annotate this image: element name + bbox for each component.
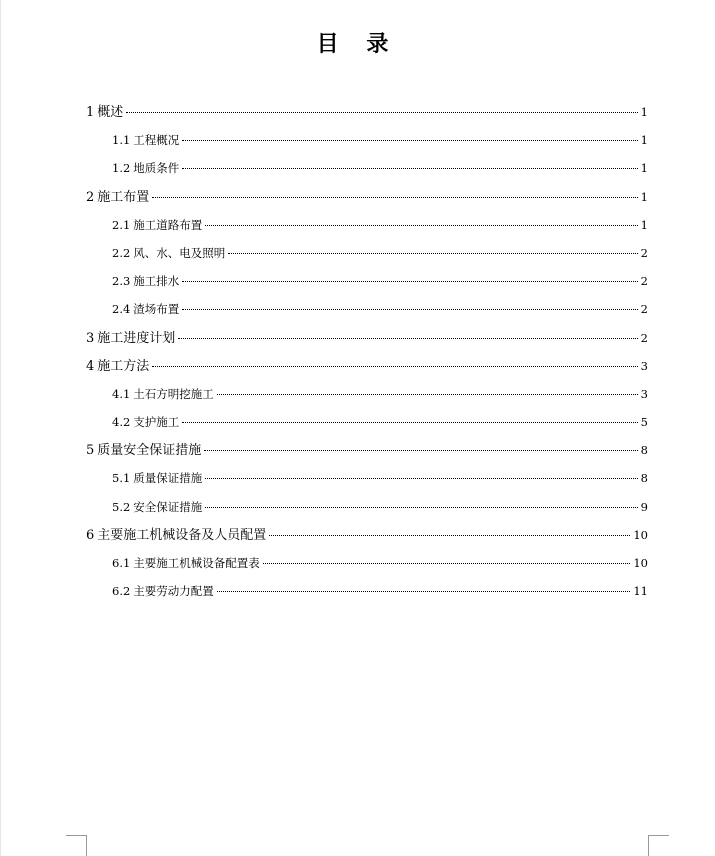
toc-dot-leader	[217, 394, 638, 395]
toc-entry-number: 1.2	[112, 161, 131, 176]
toc-entry[interactable]	[86, 408, 648, 436]
toc-entry-number: 5.2	[112, 499, 131, 514]
toc-entry-number: 2.2	[112, 245, 131, 260]
toc-entry-page-number: 8	[640, 443, 648, 458]
toc-entry-page-number: 1	[640, 217, 648, 232]
toc-entry-page-number: 3	[640, 358, 648, 373]
toc-entry-number: 2	[86, 189, 95, 205]
toc-entry-number: 1.1	[112, 133, 131, 148]
toc-entry-number: 5.1	[112, 471, 131, 486]
toc-dot-leader	[182, 140, 637, 141]
toc-entry-number: 2.3	[112, 274, 131, 289]
margin-corner-mark-right	[648, 835, 669, 856]
toc-entry[interactable]	[86, 436, 648, 464]
toc-entry-title: 施工排水	[133, 274, 180, 289]
toc-entry-page-number: 8	[640, 471, 648, 486]
toc-entry-title: 地质条件	[133, 161, 180, 176]
toc-entry-title: 施工道路布置	[133, 217, 203, 232]
toc-entry-number: 5	[86, 443, 95, 459]
table-of-contents	[86, 98, 648, 605]
toc-entry[interactable]	[86, 98, 648, 126]
toc-entry-page-number: 5	[640, 415, 648, 430]
toc-entry[interactable]	[86, 154, 648, 182]
toc-entry-number: 6.1	[112, 556, 131, 570]
toc-dot-leader	[178, 338, 637, 339]
toc-dot-leader	[152, 366, 637, 367]
toc-entry-title: 概述	[97, 105, 124, 120]
toc-entry[interactable]	[86, 324, 648, 352]
toc-entry-number: 2.1	[112, 217, 131, 232]
toc-entry[interactable]	[86, 239, 648, 267]
page-title: 目 录	[316, 31, 399, 57]
toc-entry-page-number: 11	[633, 584, 648, 599]
toc-entry[interactable]	[86, 126, 648, 154]
toc-entry[interactable]	[86, 211, 648, 239]
toc-dot-leader	[205, 225, 637, 226]
toc-entry-title: 土石方明挖施工	[133, 386, 214, 401]
toc-entry-title: 支护施工	[133, 415, 180, 430]
toc-entry-page-number: 10	[633, 556, 648, 570]
toc-entry-page-number: 2	[640, 245, 648, 260]
toc-entry[interactable]	[86, 577, 648, 605]
toc-dot-leader	[204, 450, 637, 451]
toc-dot-leader	[263, 563, 631, 564]
toc-entry-number: 6.2	[112, 584, 131, 599]
toc-entry-number: 1	[86, 105, 95, 120]
toc-entry-title: 主要劳动力配置	[133, 584, 214, 599]
toc-entry-number: 4	[86, 358, 95, 374]
toc-entry[interactable]	[86, 464, 648, 492]
toc-entry[interactable]	[86, 493, 648, 521]
toc-entry[interactable]	[86, 295, 648, 323]
toc-entry-number: 3	[86, 330, 95, 346]
toc-entry-title: 渣场布置	[133, 302, 180, 317]
toc-entry-page-number: 1	[640, 189, 648, 204]
toc-entry-page-number: 2	[640, 302, 648, 317]
toc-entry-title: 质量安全保证措施	[97, 443, 202, 459]
toc-dot-leader	[205, 507, 637, 508]
toc-entry[interactable]	[86, 549, 648, 577]
toc-dot-leader	[269, 535, 630, 536]
toc-entry-number: 6	[86, 527, 95, 543]
toc-entry-number: 2.4	[112, 302, 131, 317]
toc-dot-leader	[228, 253, 637, 254]
toc-entry-title: 主要施工机械设备配置表	[133, 556, 260, 570]
toc-entry[interactable]	[86, 521, 648, 549]
toc-entry[interactable]	[86, 267, 648, 295]
toc-entry-number: 4.1	[112, 386, 131, 401]
toc-entry[interactable]	[86, 183, 648, 211]
toc-entry-title: 安全保证措施	[133, 499, 203, 514]
toc-entry-page-number: 1	[640, 133, 648, 148]
toc-entry-page-number: 10	[633, 527, 648, 542]
toc-dot-leader	[217, 591, 631, 592]
margin-corner-mark-left	[66, 835, 87, 856]
toc-entry-page-number: 1	[640, 105, 648, 119]
toc-entry-page-number: 2	[640, 330, 648, 345]
toc-dot-leader	[205, 478, 637, 479]
toc-entry-title: 质量保证措施	[133, 471, 203, 486]
toc-entry-title: 施工布置	[97, 189, 150, 205]
toc-dot-leader	[182, 422, 637, 423]
toc-entry-page-number: 9	[640, 499, 648, 514]
toc-dot-leader	[126, 112, 637, 113]
toc-entry[interactable]	[86, 352, 648, 380]
toc-entry-title: 风、水、电及照明	[133, 245, 226, 260]
toc-dot-leader	[182, 281, 637, 282]
toc-entry-page-number: 1	[640, 161, 648, 176]
toc-dot-leader	[152, 197, 637, 198]
toc-entry-title: 工程概况	[133, 133, 180, 148]
toc-entry-title: 施工进度计划	[97, 330, 176, 346]
toc-entry-page-number: 3	[640, 386, 648, 401]
toc-dot-leader	[182, 309, 637, 310]
toc-dot-leader	[182, 168, 637, 169]
toc-entry[interactable]	[86, 380, 648, 408]
toc-entry-title: 主要施工机械设备及人员配置	[97, 527, 267, 543]
toc-entry-page-number: 2	[640, 274, 648, 289]
toc-entry-number: 4.2	[112, 415, 131, 430]
toc-entry-title: 施工方法	[97, 358, 150, 374]
